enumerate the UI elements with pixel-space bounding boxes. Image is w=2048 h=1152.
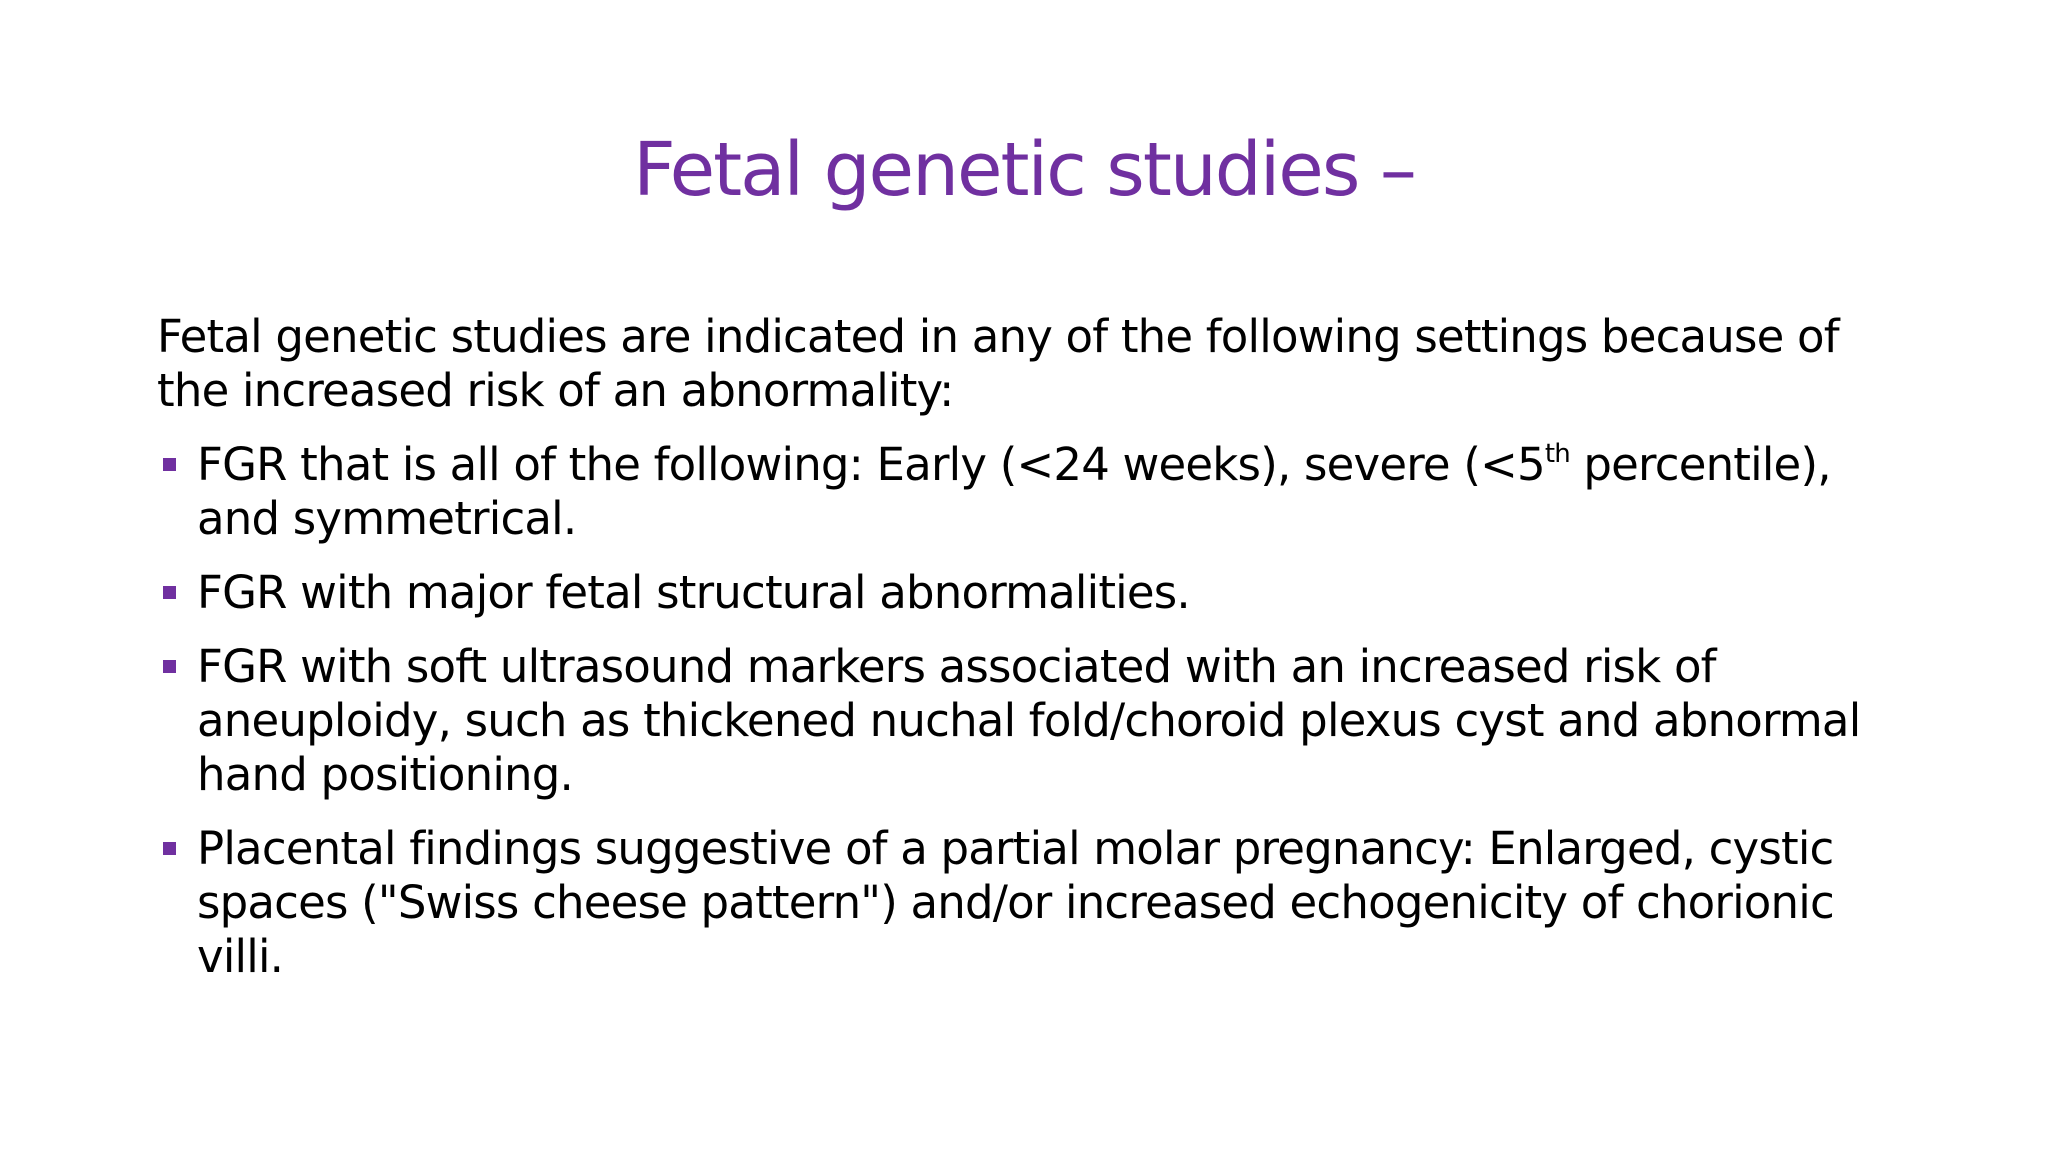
square-bullet-icon	[163, 842, 176, 855]
square-bullet-icon	[163, 660, 176, 673]
slide-body	[157, 310, 1917, 1004]
bullet-item-2	[157, 566, 1917, 620]
bullet-item-4	[157, 822, 1917, 984]
bullet-2-text: FGR with major fetal structural abnormalities.	[197, 566, 1190, 619]
bullet-item-3	[157, 640, 1917, 802]
bullet-1-superscript: th	[1544, 439, 1570, 469]
bullet-list	[157, 438, 1917, 984]
intro-text: Fetal genetic studies are indicated in any of the following settings because of the increased risk of an abnormality:	[157, 310, 1839, 417]
bullet-1-text-post: percentile), and symmetrical.	[197, 438, 1831, 545]
bullet-4-text: Placental findings suggestive of a partial molar pregnancy: Enlarged, cystic spaces ("Swiss cheese pattern") and/or increased echogenicity of chorionic villi.	[197, 822, 1834, 983]
bullet-3-text: FGR with soft ultrasound markers associated with an increased risk of aneuploidy, such as thickened nuchal fold/choroid plexus cyst and abnormal hand positioning.	[197, 640, 1861, 801]
square-bullet-icon	[163, 586, 176, 599]
square-bullet-icon	[163, 458, 176, 471]
bullet-1-text-pre: FGR that is all of the following: Early (<24 weeks), severe (<5	[197, 438, 1545, 491]
slide-title: Fetal genetic studies –	[633, 127, 1415, 213]
bullet-item-1	[157, 438, 1917, 546]
